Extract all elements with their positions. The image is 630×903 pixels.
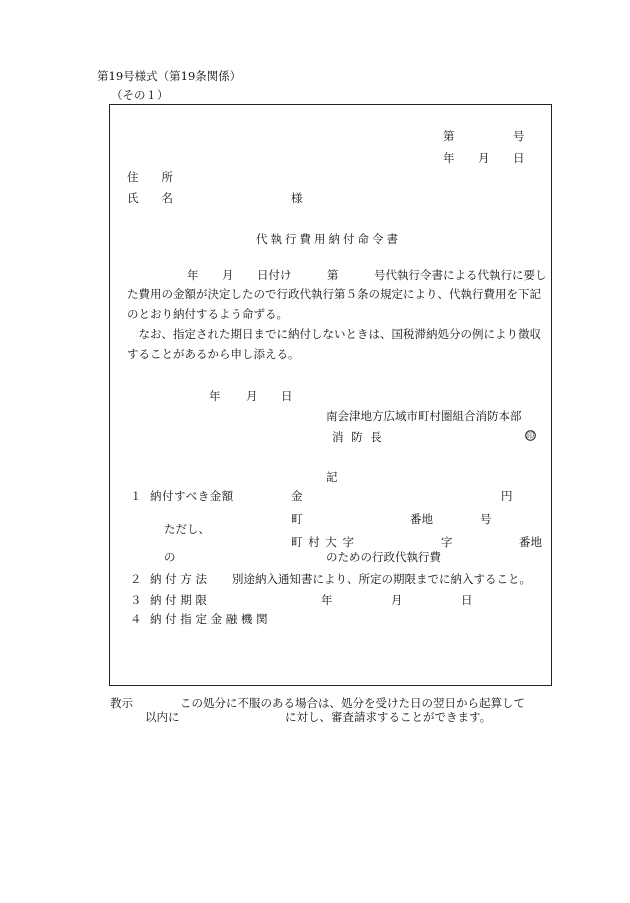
kyoji-line-2b: に対し、審査請求することができます。: [285, 710, 492, 724]
kyoji-line-1: この処分に不服のある場合は、処分を受けた日の翌日から起算して: [180, 696, 525, 710]
item1-en: 円: [501, 489, 513, 503]
item1-banchi-2: 番地: [519, 535, 542, 549]
body-date-hizuke: 日付け: [257, 268, 292, 282]
issuer-organization: 南会津地方広域市町村圏組合消防本部: [326, 409, 522, 423]
document-title: 代執行費用納付命令書: [256, 232, 401, 246]
item1-kin: 金: [291, 489, 303, 503]
item4-label: 納 付 指 定 金 融 機 関: [150, 612, 268, 626]
body-date-month: 月: [222, 268, 234, 282]
issue-date-year: 年: [209, 389, 221, 403]
item1-aza: 字: [441, 535, 453, 549]
item1-chomura-oaza: 町 村 大 字: [291, 535, 355, 549]
item1-go: 号: [480, 512, 492, 526]
item1-number: １: [130, 489, 142, 503]
item3-number: ３: [130, 593, 142, 607]
honorific-sama: 様: [291, 191, 303, 205]
item1-banchi: 番地: [410, 512, 433, 526]
doc-date-day: 日: [513, 151, 525, 165]
body-line1-tail: 号代執行令書による代執行に要し: [374, 268, 547, 282]
item3-year: 年: [321, 593, 333, 607]
doc-date-year: 年: [443, 151, 455, 165]
item2-number: ２: [130, 572, 142, 586]
item2-text: 別途納入通知書により、所定の期限までに納入すること。: [232, 572, 531, 586]
doc-date-month: 月: [478, 151, 490, 165]
body-dai: 第: [327, 268, 339, 282]
doc-no-go: 号: [513, 129, 525, 143]
item3-day: 日: [461, 593, 473, 607]
issue-date-month: 月: [246, 389, 258, 403]
doc-no-dai: 第: [443, 129, 455, 143]
body-date-year: 年: [187, 268, 199, 282]
issuer-title: 消 防 長: [332, 430, 384, 444]
name-label: 氏 名: [127, 191, 173, 205]
body-paragraph-2: なお、指定された期日までに納付しないときは、国税滞納処分の例により徴収することがあるから申し添える。: [127, 327, 541, 361]
item1-label: 納付すべき金額: [150, 489, 234, 503]
kyoji-label: 教示: [110, 696, 133, 710]
seal-char: 印: [527, 432, 534, 441]
body-paragraph-1: た費用の金額が決定したので行政代執行第５条の規定により、代執行費用を下記のとおり納付するよう命ずる。: [127, 287, 541, 321]
form-sub-number: （その１）: [111, 88, 169, 102]
address-label: 住 所: [127, 170, 173, 184]
item4-number: ４: [130, 612, 142, 626]
item1-purpose: のための行政代執行費: [326, 550, 441, 564]
kyoji-line-2a: 以内に: [145, 710, 180, 724]
item2-label: 納 付 方 法: [150, 572, 207, 586]
seal-icon: [525, 430, 536, 441]
issue-date-day: 日: [281, 389, 293, 403]
item1-tadashi: ただし、: [164, 522, 210, 536]
item3-label: 納 付 期 限: [150, 593, 207, 607]
item1-cho: 町: [291, 512, 303, 526]
item3-month: 月: [391, 593, 403, 607]
form-number: 第19号様式（第19条関係）: [97, 69, 242, 83]
ki-heading: 記: [326, 470, 338, 484]
item1-no: の: [164, 550, 176, 564]
